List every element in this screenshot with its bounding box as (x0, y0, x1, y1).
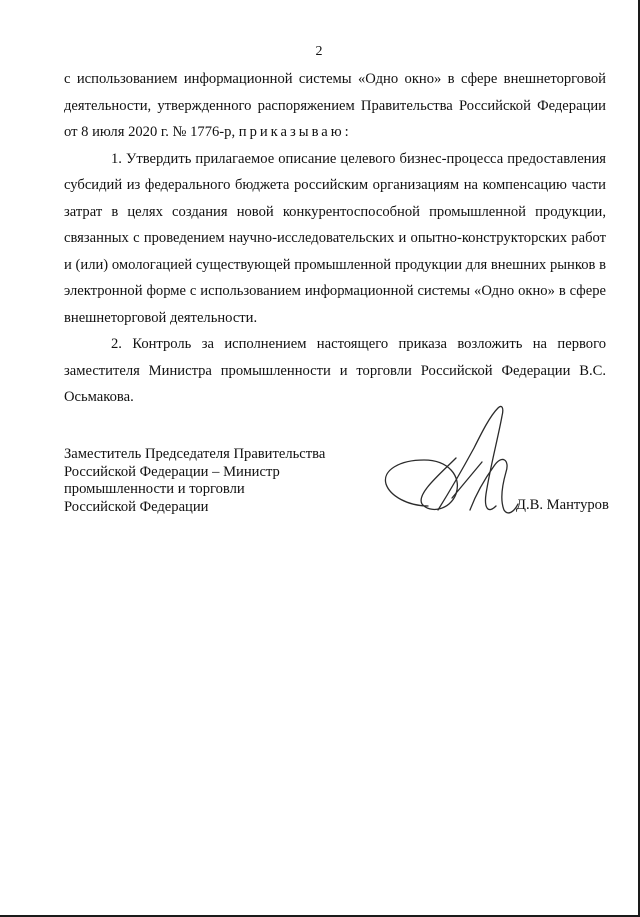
signatory-title-line: промышленности и торговли (64, 481, 245, 497)
signatory-title-line: Российской Федерации (64, 498, 209, 515)
paragraph-intro (64, 66, 606, 146)
signature-stroke (385, 458, 457, 509)
handwritten-signature (378, 398, 528, 523)
signatory-name: Д.В. Мантуров (516, 497, 609, 513)
signatory-title-line: Российской Федерации – Министр (64, 463, 280, 480)
document-body (64, 66, 606, 411)
paragraph-intro-text: с использованием информационной системы «Одно окно» в сфере внешнеторговой деятельности, утвержденного распоряжением Правительства Российской Федерации от 8 июля 2020 г. № 1776-р, (64, 71, 606, 140)
signatory-title-line: Заместитель Председателя Правительства (64, 446, 326, 462)
page-number: 2 (315, 44, 323, 59)
order-word: приказываю: (238, 124, 352, 140)
signatory-title (64, 446, 325, 516)
paragraph-1: 1. Утвердить прилагаемое описание целевого бизнес-процесса предоставления субсидий из федерального бюджета российским организациям на компенсацию части затрат в целях создания новой конкурентоспособной промышленной продукции, связанных с проведением научно-исследовательских и опытно-конструкторских работ и (или) омологацией существующей промышленной продукции для внешних рынков в электронной форме с использованием информационной системы «Одно окно» в сфере внешнеторговой деятельности. (64, 150, 606, 326)
signature-stroke (438, 406, 503, 510)
paragraph-2: 2. Контроль за исполнением настоящего приказа возложить на первого заместителя Министра промышленности и торговли Российской Федерации В.С. Осьмакова. (64, 336, 606, 405)
